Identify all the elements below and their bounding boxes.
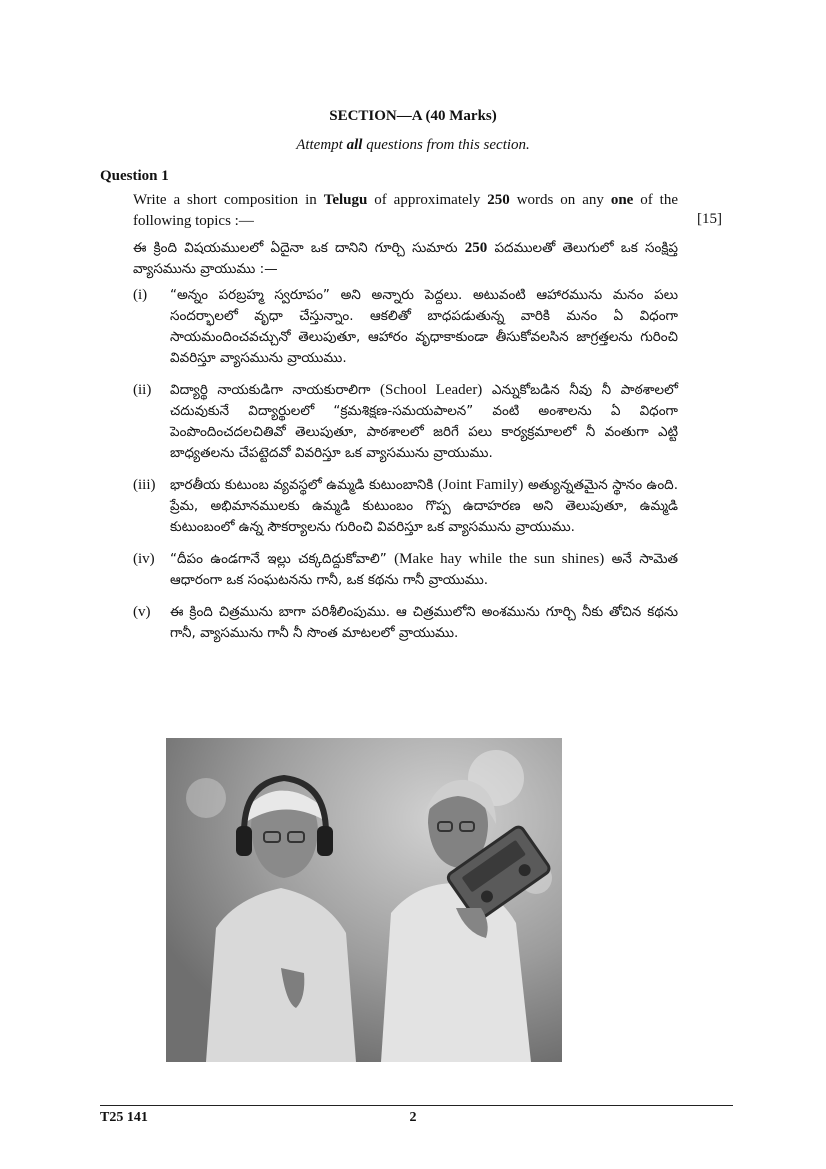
instruction-word-count: 250 [487, 192, 510, 208]
paper-code: T25 141 [100, 1110, 148, 1125]
instruction-te-word-count: 250 [464, 240, 488, 256]
subtitle-text-end: questions from this section. [362, 137, 530, 153]
topic-number: (i) [133, 287, 148, 303]
instruction-part: Write a short composition in [133, 192, 324, 208]
instruction-te-part: ఈ క్రింది విషయములలో ఏదైనా ఒక దానిని గూర్చి సుమారు [133, 240, 465, 256]
topic-text-part: అనే సామెత ఆధారంగా ఒక సంఘటనను గానీ, ఒక కథను గానీ వ్రాయుము. [170, 551, 678, 588]
topic-number: (v) [133, 604, 151, 620]
question-marks: [15] [697, 211, 722, 227]
topic-text: “అన్నం పరబ్రహ్మ స్వరూపం” అని అన్నారు పెద్దలు. అటువంటి ఆహారమును మనం పలు సందర్భాలలో వృధా చేస్తున్నాం. ఆకలితో బాధపడుతున్న వారికి మనం ఏ విధంగా సాయమందించవచ్చునో తెలుపుతూ, ఆహారం వృధాకాకుండా తీసుకోవలసిన జాగ్రత్తలను గురించి వివరిస్తూ వ్యాసమును వ్రాయుము. [170, 287, 678, 366]
topic-text-part: అత్యున్నతమైన స్థానం ఉంది. ప్రేమ, అభిమానములకు ఉమ్మడి కుటుంబం గొప్ప ఉదాహరణ అని తెలుపుతూ, ఉమ్మడి కుటుంబంలో ఉన్న సౌకర్యాలను గురించి వివరిస్తూ ఒక వ్యాసమును వ్రాయుము. [170, 477, 678, 535]
topic-item [133, 602, 678, 644]
topic-number: (iii) [133, 477, 156, 493]
section-title: SECTION—A (40 Marks) [329, 108, 497, 124]
topic-number: (iv) [133, 551, 155, 567]
question-title: Question 1 [100, 168, 169, 184]
instruction-part: words on any [509, 192, 611, 208]
topic-text: ఈ క్రింది చిత్రమును బాగా పరిశీలింపుము. ఆ చిత్రములోని అంశమును గూర్చి నీకు తోచిన కథను గానీ, వ్యాసమును గానీ నీ సొంత మాటలలో వ్రాయుము. [170, 604, 678, 641]
instruction-part: of the following topics :— [133, 192, 678, 229]
topic-text [170, 380, 678, 464]
instruction-part: of approximately [367, 192, 488, 208]
topic-text-part: ఎన్నుకోబడిన నీవు నీ పాఠశాలలో చదువుకునే విద్యార్థులలో “క్రమశిక్షణ-సమయపాలన” వంటి అంశాలను ఏ విధంగా పెంపొందించదలచితివో తెలుపుతూ, పాఠశాలలో జరిగే పలు కార్యక్రమాలలో నీ వంతుగా ఎట్టి బాధ్యతలను చేపట్టెదవో వివరిస్తూ ఒక వ్యాసమును వ్రాయుము. [170, 382, 678, 461]
section-subtitle [0, 137, 826, 154]
topic-item [133, 380, 678, 464]
topic-text [170, 549, 678, 591]
subtitle-emphasis: all [346, 137, 363, 153]
page-number: 2 [409, 1110, 417, 1125]
topic-text-part: విద్యార్థి నాయకుడిగా నాయకురాలిగా [170, 382, 381, 398]
question-instruction-english [133, 190, 678, 232]
topic-text-english: (School Leader) [380, 382, 483, 398]
instruction-choice: one [610, 192, 634, 208]
topic-text-part: భారతీయ కుటుంబ వ్యవస్థలో ఉమ్మడి కుటుంబానికి [170, 477, 438, 493]
photo-illustration [166, 738, 562, 1062]
topic-text-english: (Joint Family) [437, 477, 524, 493]
topic-item [133, 549, 678, 591]
question-instruction-telugu [133, 238, 678, 280]
elderly-couple-photo [166, 738, 562, 1062]
subtitle-text: Attempt [296, 137, 347, 153]
topic-number: (ii) [133, 382, 152, 398]
instruction-te-part: పదములతో తెలుగులో ఒక సంక్షిప్త వ్యాసమును వ్రాయుము :— [133, 240, 678, 277]
topic-item [133, 475, 678, 538]
topic-text [170, 475, 678, 538]
topic-item [133, 285, 678, 369]
topic-list [133, 285, 678, 655]
instruction-language: Telugu [323, 192, 368, 208]
footer-divider [100, 1105, 733, 1106]
topic-text-english: (Make hay while the sun shines) [394, 551, 605, 567]
topic-text-part: “దీపం ఉండగానే ఇల్లు చక్కదిద్దుకోవాలి” [170, 551, 395, 567]
